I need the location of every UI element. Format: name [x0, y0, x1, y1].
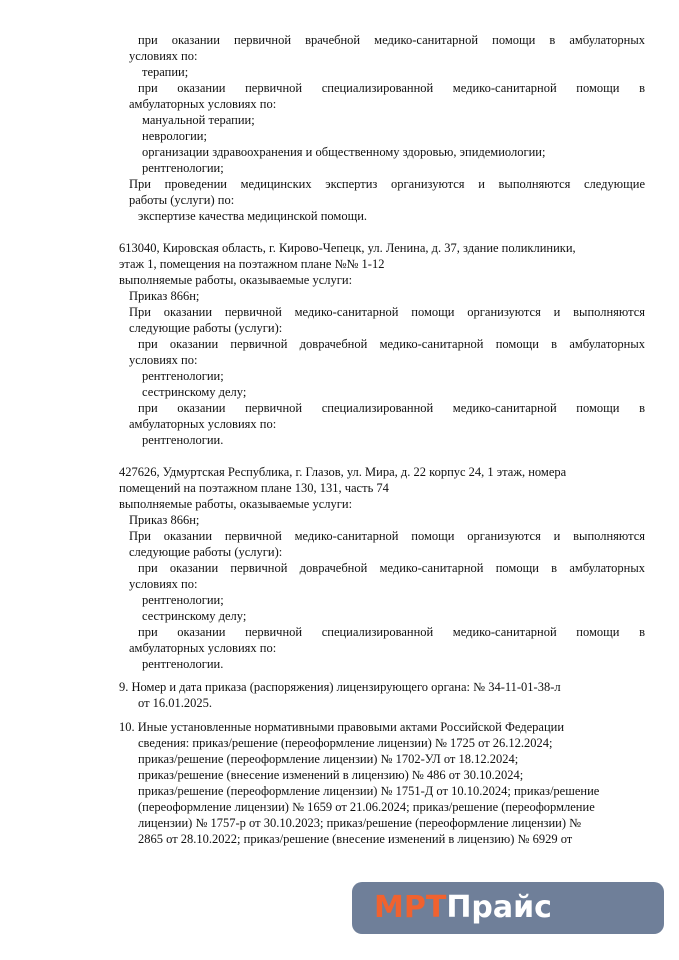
text-line: следующие работы (услуги):: [129, 321, 283, 335]
text-line: при оказании первичной доврачебной медико-санитарной помощи в амбулаторных: [138, 337, 645, 351]
text-line: при оказании первичной специализированной медико-санитарной помощи в: [138, 625, 645, 639]
text-line: мануальной терапии;: [142, 113, 255, 127]
text-line: следующие работы (услуги):: [129, 545, 283, 559]
text-line: При проведении медицинских экспертиз организуются и выполняются следующие: [129, 177, 645, 191]
text-line: амбулаторных условиях по:: [129, 97, 277, 111]
address-line: 427626, Удмуртская Республика, г. Глазов, ул. Мира, д. 22 корпус 24, 1 этаж, номера: [119, 465, 567, 479]
text-line: работы (услуги) по:: [129, 193, 235, 207]
text-line: рентгенологии;: [142, 369, 224, 383]
text-line: Приказ 866н;: [129, 513, 200, 527]
text-line: при оказании первичной специализированной медико-санитарной помощи в: [138, 81, 645, 95]
text-line: организации здравоохранения и общественному здоровью, эпидемиологии;: [142, 145, 546, 159]
order-number-line: 9. Номер и дата приказа (распоряжения) лицензирующего органа: № 34-11-01-38-л: [119, 680, 561, 694]
watermark-part-price: Прайс: [446, 890, 552, 925]
text-line: При оказании первичной медико-санитарной помощи организуются и выполняются: [129, 529, 645, 543]
text-line: сестринскому делу;: [142, 609, 247, 623]
address-line: этаж 1, помещения на поэтажном плане №№ 1-12: [119, 257, 385, 271]
text-line: терапии;: [142, 65, 189, 79]
text-line: рентгенологии;: [142, 593, 224, 607]
text-line: при оказании первичной специализированной медико-санитарной помощи в: [138, 401, 645, 415]
address-line: помещений на поэтажном плане 130, 131, часть 74: [119, 481, 389, 495]
text-line: рентгенологии;: [142, 161, 224, 175]
text-line: рентгенологии.: [142, 433, 224, 447]
watermark-part-mrt: МРТ: [374, 890, 447, 925]
text-line: амбулаторных условиях по:: [129, 417, 277, 431]
other-info-line: 2865 от 28.10.2022; приказ/решение (внесение изменений в лицензию) № 6929 от: [138, 832, 573, 846]
text-line: выполняемые работы, оказываемые услуги:: [119, 497, 353, 511]
other-info-line: приказ/решение (переоформление лицензии) № 1702-УЛ от 18.12.2024;: [138, 752, 519, 766]
text-line: условиях по:: [129, 49, 198, 63]
other-info-line: приказ/решение (переоформление лицензии) № 1751-Д от 10.10.2024; приказ/решение: [138, 784, 600, 798]
text-line: рентгенологии.: [142, 657, 224, 671]
other-info-line: сведения: приказ/решение (переоформление лицензии) № 1725 от 26.12.2024;: [138, 736, 553, 750]
text-line: при оказании первичной врачебной медико-санитарной помощи в амбулаторных: [138, 33, 645, 47]
text-line: неврологии;: [142, 129, 207, 143]
text-line: экспертизе качества медицинской помощи.: [138, 209, 368, 223]
text-line: выполняемые работы, оказываемые услуги:: [119, 273, 353, 287]
other-info-line: 10. Иные установленные нормативными правовыми актами Российской Федерации: [119, 720, 565, 734]
text-line: сестринскому делу;: [142, 385, 247, 399]
text-line: амбулаторных условиях по:: [129, 641, 277, 655]
order-date-line: от 16.01.2025.: [138, 696, 213, 710]
text-line: Приказ 866н;: [129, 289, 200, 303]
mrtprice-watermark: [352, 882, 664, 934]
address-line: 613040, Кировская область, г. Кирово-Чепецк, ул. Ленина, д. 37, здание поликлиники,: [119, 241, 576, 255]
other-info-line: приказ/решение (внесение изменений в лицензию) № 486 от 30.10.2024;: [138, 768, 524, 782]
text-line: При оказании первичной медико-санитарной помощи организуются и выполняются: [129, 305, 645, 319]
other-info-line: лицензии) № 1757-р от 30.10.2023; приказ/решение (переоформление лицензии) №: [138, 816, 582, 830]
text-line: условиях по:: [129, 353, 198, 367]
watermark-logo-text: [374, 890, 552, 926]
other-info-line: (переоформление лицензии) № 1659 от 21.06.2024; приказ/решение (переоформление: [138, 800, 595, 814]
text-line: условиях по:: [129, 577, 198, 591]
text-line: при оказании первичной доврачебной медико-санитарной помощи в амбулаторных: [138, 561, 645, 575]
